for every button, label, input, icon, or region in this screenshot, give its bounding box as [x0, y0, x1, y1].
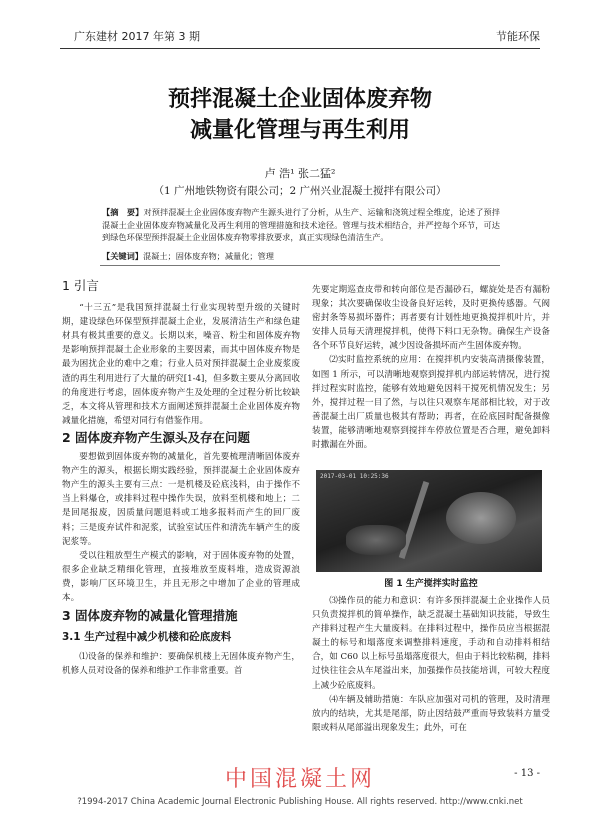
copyright-footer: ?1994-2017 China Academic Journal Electronic Publishing House. All rights reserved. http://www.cnki.net — [77, 797, 523, 807]
right-column-bottom — [312, 594, 550, 735]
section-2-heading: 2 固体废弃物产生源头及存在问题 — [62, 429, 251, 445]
abstract-text: 对预拌混凝土企业固体废弃物产生源头进行了分析，从生产、运输和浇筑过程全维度，论述了预拌混凝土企业固体废弃物减量化及再生利用的管理措施和技术途径。管理与技术相结合，并严控每个环节，可达到绿色环保型预拌混凝土企业固体废弃物零排放要求，真正实现绿色清洁生产。 — [102, 207, 500, 242]
left-column — [62, 279, 300, 678]
page-number: - 13 - — [514, 768, 540, 779]
section-1-paragraph: “十三五”是我国预拌混凝土行业实现转型升级的关键时期，建设绿色环保型预拌混凝土企业，发展清洁生产和绿色建材具有极其重要的意义。长期以来，噪音、粉尘和固体废弃物是影响预拌混凝土企业形象的主要因素，而其中固体废弃物是最为困扰企业的难中之难；行业人员对预拌混凝土企业废浆废渣的再生利用进行了大量的研究[1-4]，但多数主要从分离回收的角度进行考虑，固体废弃物产生及处理的全过程分析比较缺乏，本文将从管理和技术方面阐述预拌混凝土企业固体废弃物减量化措施，希望对同行有借鉴作用。 — [62, 303, 300, 426]
section-2-paragraph-1: 要想做到固体废弃物的减量化，首先要梳理清晰固体废弃物产生的源头，根据长期实践经验，预拌混凝土企业固体废弃物产生的源头主要有三点：一是机楼及砼底浅料，由于操作不当上料爆仓，或排料过程中操作失误，放料至机楼和地上；二是回尾报废，因质量问题退料或工地多报料而产生的回厂废料；三是废弃试件和泥浆，试验室试压件和清洗车辆产生的废泥浆等。 — [62, 452, 300, 547]
title-line-2: 减量化管理与再生利用 — [189, 118, 410, 143]
watermark: 中国混凝土网 — [224, 767, 375, 792]
abstract-label: 【摘 要】 — [102, 207, 144, 217]
mixer-blade-shape — [446, 492, 516, 544]
title-line-1: 预拌混凝土企业固体废弃物 — [167, 87, 432, 112]
journal-header: 广东建材 2017 年第 3 期 — [74, 30, 200, 43]
right-paragraph-3: ⑶操作员的能力和意识：有许多预拌混凝土企业操作人员只负责搅拌机的简单操作，缺乏混凝土基础知识技能，导致生产排料过程产生大量废料。在排料过程中，操作员应当根据混凝土的标号和塌落度来调整排料速度，手动和自动排料相结合，如 C60 以上标号虽塌落度很大，但由于料比较粘稠，排料过快往往会从车尾溢出来，加强操作员技能培训，可较大程度上减少砼底废料。 — [312, 596, 550, 691]
right-paragraph-2: ⑵实时监控系统的应用：在搅拌机内安装高清摄像装置，如图 1 所示，可以清晰地观察到搅拌机内部运转情况，进行搅拌过程实时监控，能够有效地避免因料干搅死机情况发生；另外，搅拌过程一目了然，与以往只观察车尾部相比较，对于改善混凝土出厂质量也极其有帮助；再者，在砼底园时配备摄像装置，能够清晰地观察到搅拌车停放位置是否合理，避免卸料时撒漏在外面。 — [312, 355, 550, 451]
abstract-rule — [100, 265, 500, 266]
figure-caption: 图 1 生产搅拌实时监控 — [384, 579, 478, 589]
photo-timestamp: 2017-03-01 10:25:36 — [320, 473, 389, 480]
section-header: 节能环保 — [496, 30, 540, 43]
section-3-1-heading: 3.1 生产过程中减少机楼和砼底废料 — [62, 631, 232, 644]
affiliation: （1 广州地铁物资有限公司；2 广州兴业混凝土搅拌有限公司） — [153, 185, 447, 197]
monitoring-photo — [316, 470, 542, 572]
right-column-top — [312, 283, 550, 452]
section-2-paragraph-2: 受以往粗放型生产模式的影响，对于固体废弃物的处置，很多企业缺乏精细化管理，直接堆放至废料堆，造成资源浪费，影响厂区环境卫生，并且无形之中增加了企业的管理成本。 — [62, 550, 300, 603]
keywords-label: 【关键词】 — [102, 251, 143, 261]
authors: 卢 浩¹ 张二猛² — [264, 167, 336, 180]
section-3-heading: 3 固体废弃物的减量化管理措施 — [62, 608, 238, 624]
right-paragraph-1: 先要定期巡查皮带和转向部位是否漏砂石，螺旋处是否有漏粉现象；其次要确保收尘设备良好运转，及时更换传感器。气阀密封条等易损坏器件；再者要有计划性地更换搅拌机叶片，并安排人员每天清理搅拌机，使得下料口无杂物。确保生产设备各个环节良好运转，减少因设备损坏而产生固体废弃物。 — [312, 285, 550, 352]
abstract — [102, 206, 500, 244]
section-3-1-paragraph: ⑴设备的保养和维护：要确保机楼上无固体废弃物产生，机修人员对设备的保养和维护工作非常重要。首 — [62, 652, 300, 677]
header-rule — [60, 48, 540, 49]
section-1-heading: 1 引言 — [62, 278, 99, 293]
keywords-text: 混凝土；固体废弃物；减量化；管理 — [142, 251, 274, 261]
concrete-mass-shape — [346, 525, 406, 555]
keywords — [102, 250, 500, 262]
paper-title — [60, 84, 540, 146]
right-paragraph-4: ⑷车辆及辅助措施：车队应加强对司机的管理，及时清理放内的结块，尤其是尾部，防止因结鼓严重而导致装料方量受限或料从尾部溢出现象发生；此外，可在 — [312, 694, 550, 733]
